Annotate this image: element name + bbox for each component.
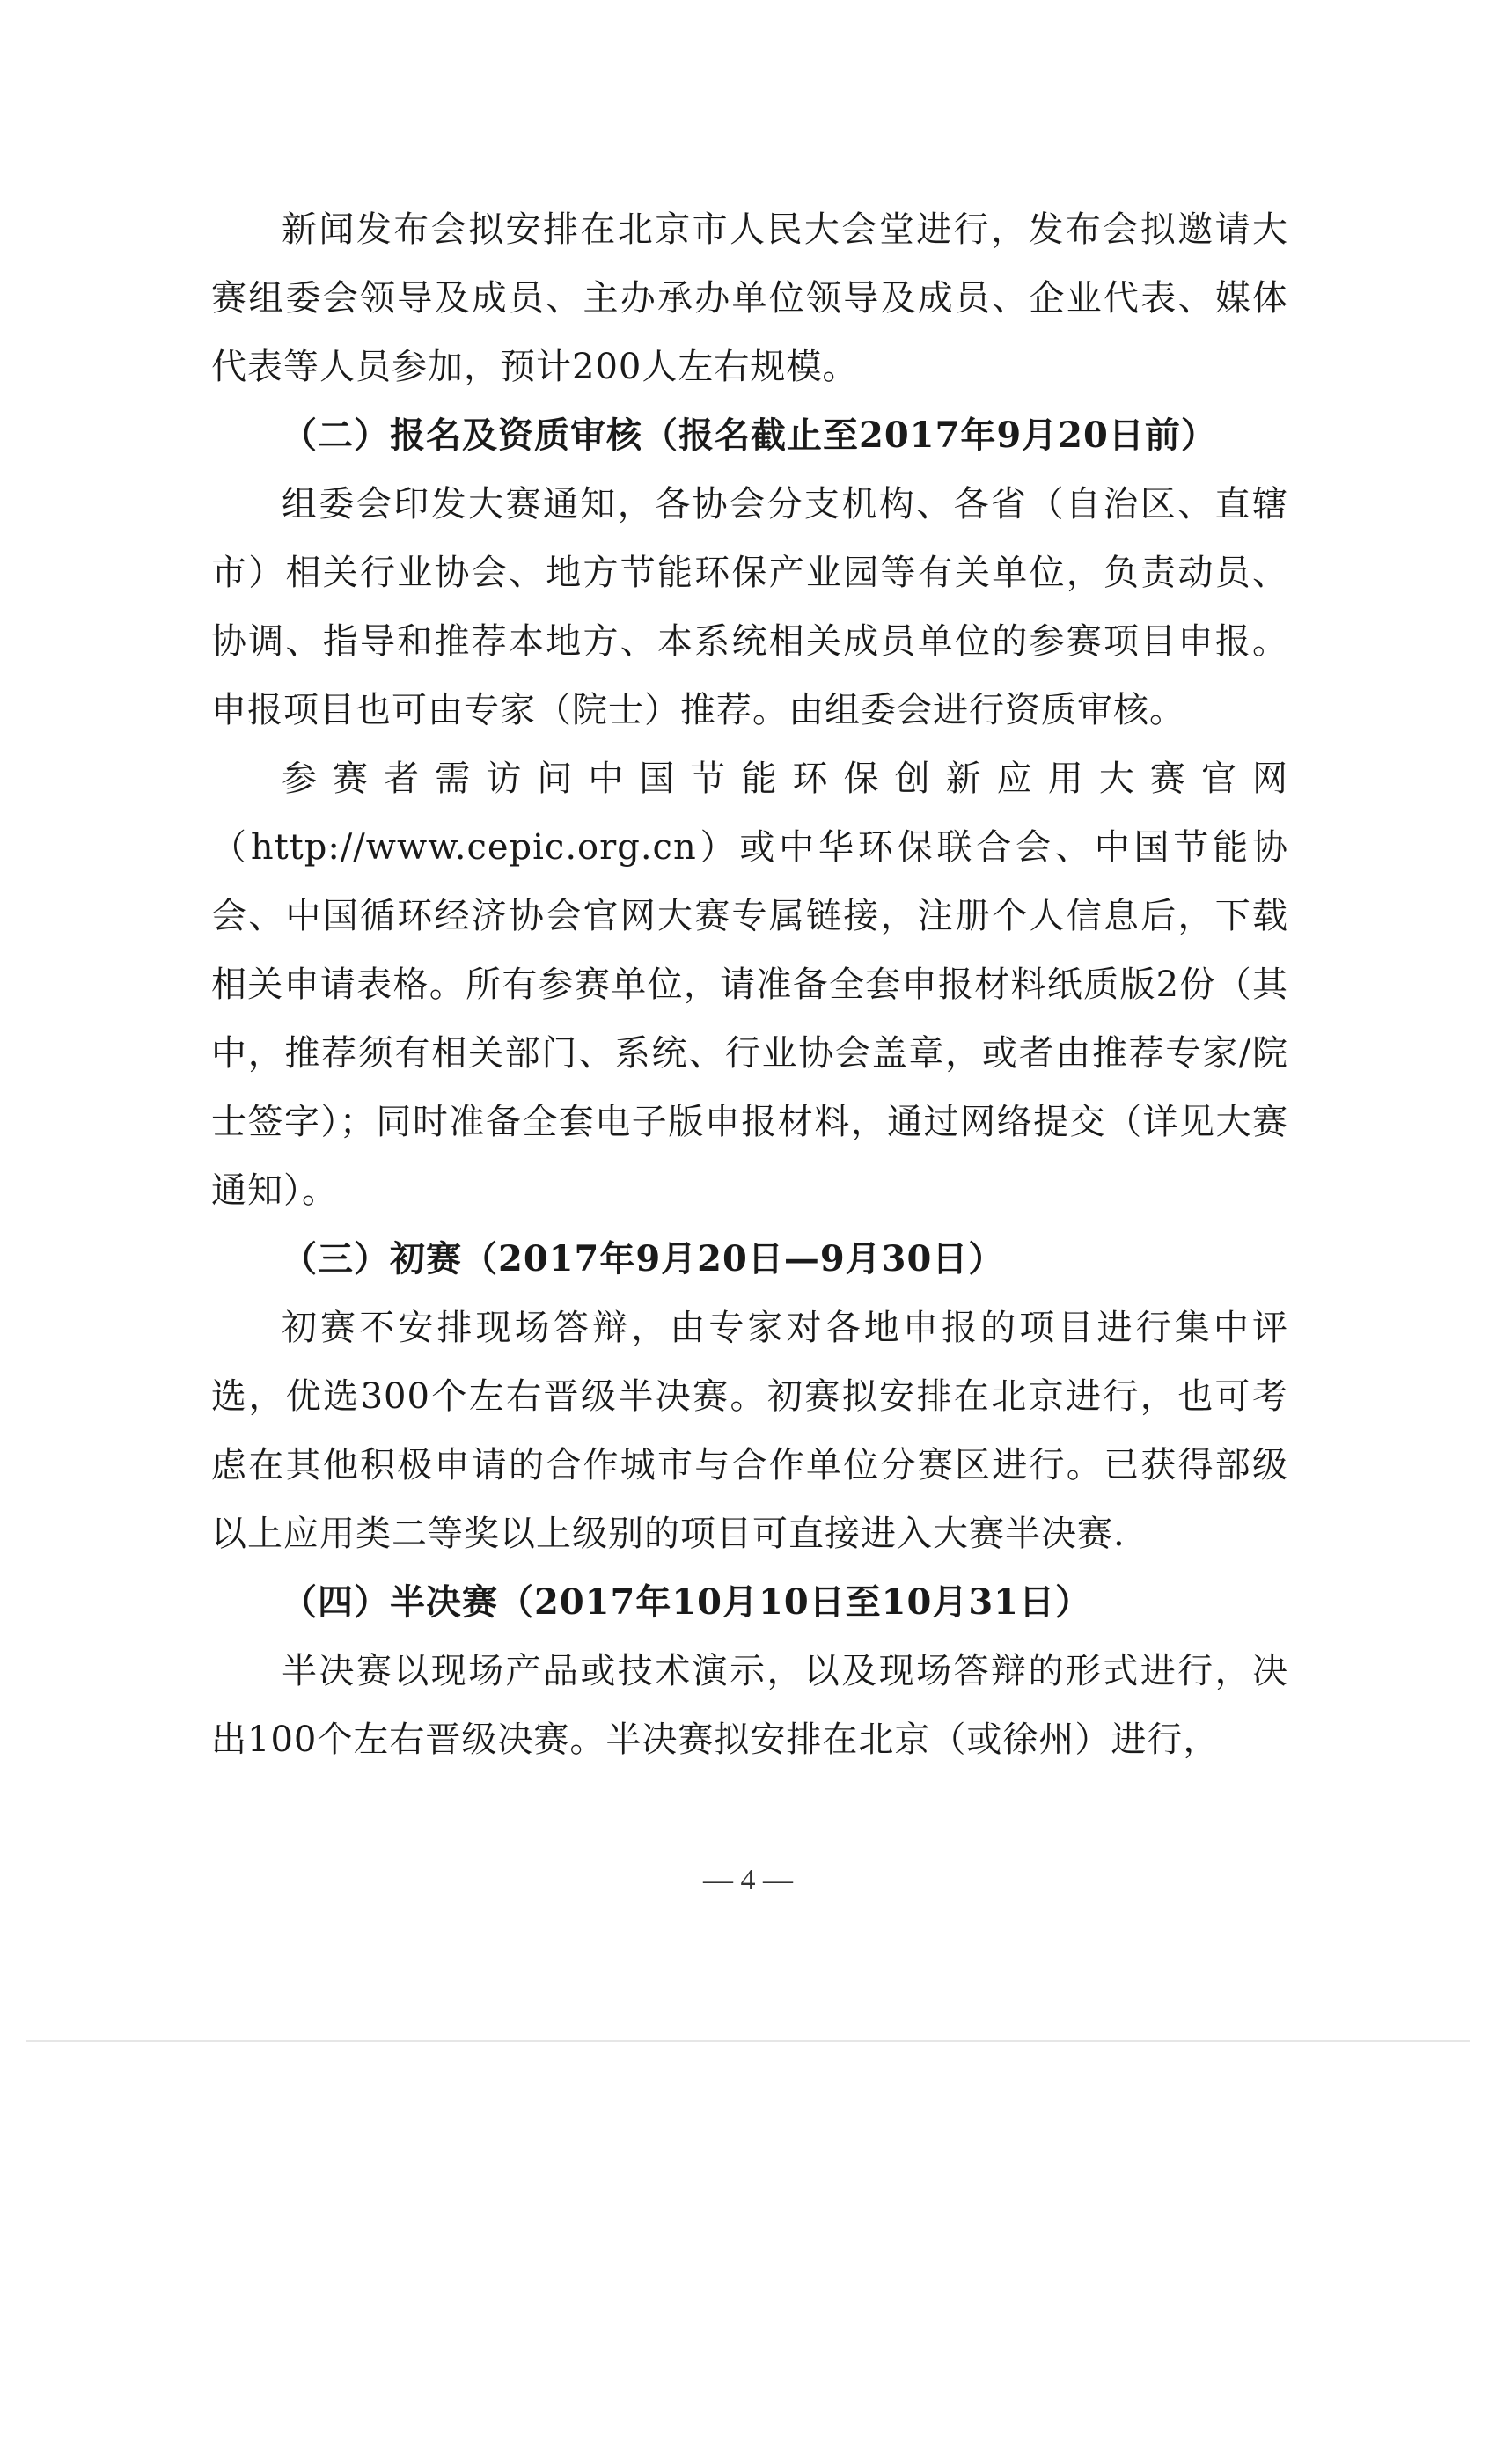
- paragraph-registration-website: 参赛者需访问中国节能环保创新应用大赛官网（http://www.cepic.org.cn）或中华环保联合会、中国节能协会、中国循环经济协会官网大赛专属链接，注册个人信息后，下载相关申请表格。所有参赛单位，请准备全套申报材料纸质版2份（其中，推荐须有相关部门、系统、行业协会盖章，或者由推荐专家/院士签字）；同时准备全套电子版申报材料，通过网络提交（详见大赛通知）。: [211, 759, 1288, 1211]
- paragraph-preliminary: 初赛不安排现场答辩，由专家对各地申报的项目进行集中评选，优选300个左右晋级半决赛。初赛拟安排在北京进行，也可考虑在其他积极申请的合作城市与合作单位分赛区进行。已获得部级以上应用类二等奖以上级别的项目可直接进入大赛半决赛.: [211, 1308, 1288, 1554]
- scan-edge-divider: [26, 2040, 1470, 2042]
- heading-preliminary: （三）初赛（2017年9月20日—9月30日）: [282, 1238, 1005, 1280]
- heading-registration: （二）报名及资质审核（报名截止至2017年9月20日前）: [282, 414, 1217, 456]
- paragraph-semifinal: 半决赛以现场产品或技术演示，以及现场答辩的形式进行，决出100个左右晋级决赛。半决赛拟安排在北京（或徐州）进行，: [211, 1651, 1288, 1760]
- paragraph-press-conference: 新闻发布会拟安排在北京市人民大会堂进行，发布会拟邀请大赛组委会领导及成员、主办承办单位领导及成员、企业代表、媒体代表等人员参加，预计200人左右规模。: [211, 209, 1288, 387]
- page-number: — 4 —: [703, 1864, 793, 1896]
- paragraph-registration-organizers: 组委会印发大赛通知，各协会分支机构、各省（自治区、直辖市）相关行业协会、地方节能环保产业园等有关单位，负责动员、协调、指导和推荐本地方、本系统相关成员单位的参赛项目申报。申报项目也可由专家（院士）推荐。由组委会进行资质审核。: [211, 484, 1288, 730]
- document-body: [211, 195, 1288, 1774]
- heading-semifinal: （四）半决赛（2017年10月10日至10月31日）: [282, 1581, 1091, 1623]
